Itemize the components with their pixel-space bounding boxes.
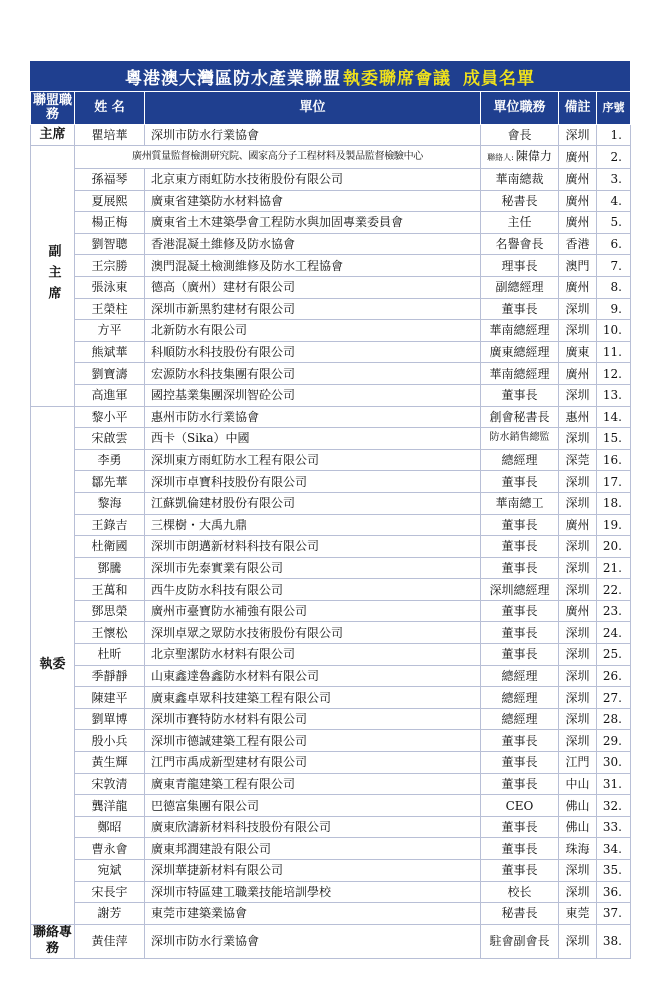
member-city: 深圳 — [559, 708, 597, 730]
member-city: 廣州 — [559, 363, 597, 385]
member-city: 惠州 — [559, 406, 597, 428]
header-name: 姓 名 — [75, 92, 145, 125]
member-city: 江門 — [559, 752, 597, 774]
table-row — [31, 730, 631, 752]
member-position: 華南總經理 — [481, 363, 559, 385]
member-position: 華南總工 — [481, 492, 559, 514]
member-name: 杜衛國 — [75, 536, 145, 558]
table-row — [31, 773, 631, 795]
member-position: 董事長 — [481, 816, 559, 838]
member-number: 15. — [597, 428, 631, 450]
member-number: 25. — [597, 644, 631, 666]
contact-label: 聯絡人: — [487, 153, 514, 162]
table-row — [31, 212, 631, 234]
member-city: 深圳 — [559, 665, 597, 687]
member-city: 深圳 — [559, 471, 597, 493]
member-city: 深圳 — [559, 428, 597, 450]
member-name: 黎海 — [75, 492, 145, 514]
member-name: 熊斌華 — [75, 341, 145, 363]
member-number: 5. — [597, 212, 631, 234]
member-unit: 江門市禹成新型建材有限公司 — [145, 752, 481, 774]
member-name: 殷小兵 — [75, 730, 145, 752]
member-unit: 廣東欣濤新材料科技股份有限公司 — [145, 816, 481, 838]
member-number: 33. — [597, 816, 631, 838]
member-name: 李勇 — [75, 449, 145, 471]
member-number: 31. — [597, 773, 631, 795]
member-position: 董事長 — [481, 536, 559, 558]
member-position: 董事長 — [481, 557, 559, 579]
member-unit: 香港混凝土維修及防水協會 — [145, 233, 481, 255]
member-unit: 廣州市臺寶防水補強有限公司 — [145, 600, 481, 622]
member-name: 季靜靜 — [75, 665, 145, 687]
member-number: 37. — [597, 903, 631, 925]
table-row — [31, 190, 631, 212]
member-name: 孫福琴 — [75, 169, 145, 191]
member-number: 22. — [597, 579, 631, 601]
member-name: 鄧騰 — [75, 557, 145, 579]
table-row — [31, 341, 631, 363]
member-name: 宋敦清 — [75, 773, 145, 795]
member-city: 深圳 — [559, 730, 597, 752]
member-unit: 深圳市卓寶科技股份有限公司 — [145, 471, 481, 493]
member-position: 董事長 — [481, 644, 559, 666]
table-row — [31, 860, 631, 882]
member-city: 廣東 — [559, 341, 597, 363]
member-position: 華南總經理 — [481, 320, 559, 342]
member-unit: 東莞市建築業協會 — [145, 903, 481, 925]
role-cell-chair: 主席 — [31, 125, 75, 146]
title-part-1: 粵港澳大灣區防水產業聯盟 — [125, 68, 341, 89]
table-row — [31, 600, 631, 622]
member-unit: 巴德富集團有限公司 — [145, 795, 481, 817]
member-unit: 深圳華捷新材料有限公司 — [145, 860, 481, 882]
member-position: 理事長 — [481, 255, 559, 277]
member-position: 名譽會長 — [481, 233, 559, 255]
table-body — [31, 125, 631, 959]
header-role: 聯盟職務 — [31, 92, 75, 125]
table-header-row — [31, 92, 631, 125]
member-position: 秘書長 — [481, 190, 559, 212]
member-city: 珠海 — [559, 838, 597, 860]
member-name: 劉寶濤 — [75, 363, 145, 385]
member-position: 會長 — [481, 125, 559, 146]
table-row — [31, 838, 631, 860]
member-number: 26. — [597, 665, 631, 687]
member-number: 9. — [597, 298, 631, 320]
title-part-2: 執委聯席會議 — [343, 68, 451, 89]
member-city: 深圳 — [559, 579, 597, 601]
member-unit: 深圳市防水行業協會 — [145, 924, 481, 958]
member-number: 12. — [597, 363, 631, 385]
member-city: 廣州 — [559, 514, 597, 536]
member-name: 王榮柱 — [75, 298, 145, 320]
member-name: 劉單博 — [75, 708, 145, 730]
member-unit: 宏源防水科技集團有限公司 — [145, 363, 481, 385]
member-city: 廣州 — [559, 212, 597, 234]
member-number: 38. — [597, 924, 631, 958]
member-name: 高進軍 — [75, 384, 145, 406]
member-number: 4. — [597, 190, 631, 212]
member-name: 黎小平 — [75, 406, 145, 428]
member-name: 夏展熙 — [75, 190, 145, 212]
table-row — [31, 924, 631, 958]
table-row — [31, 146, 631, 169]
member-city: 深圳 — [559, 687, 597, 709]
header-position: 單位職務 — [481, 92, 559, 125]
member-name: 杜昕 — [75, 644, 145, 666]
member-position: 董事長 — [481, 730, 559, 752]
member-name: 黃生輝 — [75, 752, 145, 774]
member-name: 王懷松 — [75, 622, 145, 644]
member-number: 20. — [597, 536, 631, 558]
table-row — [31, 384, 631, 406]
member-city: 深圳 — [559, 536, 597, 558]
member-unit: 深圳市朗邁新材料科技有限公司 — [145, 536, 481, 558]
member-unit: 深圳市防水行業協會 — [145, 125, 481, 146]
member-name: 謝芳 — [75, 903, 145, 925]
member-city: 深圳 — [559, 384, 597, 406]
member-name: 宋長宇 — [75, 881, 145, 903]
table-row — [31, 363, 631, 385]
member-position: 董事長 — [481, 514, 559, 536]
member-city: 深圳 — [559, 622, 597, 644]
table-row — [31, 644, 631, 666]
member-city: 深圳 — [559, 881, 597, 903]
member-position: 總經理 — [481, 708, 559, 730]
table-row — [31, 579, 631, 601]
member-number: 16. — [597, 449, 631, 471]
member-number: 2. — [597, 146, 631, 169]
member-city: 深圳 — [559, 860, 597, 882]
member-unit: 西卡（Sika）中國 — [145, 428, 481, 450]
member-city: 深圳 — [559, 644, 597, 666]
table-row — [31, 276, 631, 298]
member-name: 張泳東 — [75, 276, 145, 298]
table-row — [31, 514, 631, 536]
member-position: 駐會副會長 — [481, 924, 559, 958]
table-row — [31, 492, 631, 514]
member-list-document — [30, 61, 630, 959]
member-position: 董事長 — [481, 773, 559, 795]
member-unit: 廣東青龍建築工程有限公司 — [145, 773, 481, 795]
member-number: 10. — [597, 320, 631, 342]
member-unit: 深圳市新黑豹建材有限公司 — [145, 298, 481, 320]
member-number: 1. — [597, 125, 631, 146]
member-city: 佛山 — [559, 795, 597, 817]
table-row — [31, 125, 631, 146]
table-row — [31, 795, 631, 817]
member-unit: 惠州市防水行業協會 — [145, 406, 481, 428]
member-city: 澳門 — [559, 255, 597, 277]
table-row — [31, 406, 631, 428]
member-number: 14. — [597, 406, 631, 428]
member-number: 17. — [597, 471, 631, 493]
member-city: 廣州 — [559, 600, 597, 622]
member-name: 黃佳萍 — [75, 924, 145, 958]
member-position: 主任 — [481, 212, 559, 234]
member-city: 深圳 — [559, 492, 597, 514]
member-number: 8. — [597, 276, 631, 298]
member-unit: 深圳東方雨虹防水工程有限公司 — [145, 449, 481, 471]
member-number: 34. — [597, 838, 631, 860]
member-unit: 廣東省土木建築學會工程防水與加固專業委員會 — [145, 212, 481, 234]
member-name: 宋啟雲 — [75, 428, 145, 450]
table-row — [31, 816, 631, 838]
table-row — [31, 622, 631, 644]
member-unit: 深圳市先泰實業有限公司 — [145, 557, 481, 579]
member-unit: 科順防水科技股份有限公司 — [145, 341, 481, 363]
member-number: 6. — [597, 233, 631, 255]
member-unit: 廣東鑫卓眾科技建築工程有限公司 — [145, 687, 481, 709]
member-position: 防水銷售總監 — [481, 428, 559, 450]
table-row — [31, 665, 631, 687]
member-unit: 廣州質量監督檢測研究院、國家高分子工程材料及製品監督檢驗中心 — [75, 146, 481, 169]
member-position: 秘書長 — [481, 903, 559, 925]
table-row — [31, 298, 631, 320]
member-position: 總經理 — [481, 687, 559, 709]
member-city: 廣州 — [559, 146, 597, 169]
member-city: 深圳 — [559, 298, 597, 320]
table-row — [31, 687, 631, 709]
member-number: 21. — [597, 557, 631, 579]
member-unit: 深圳市特區建工職業技能培訓學校 — [145, 881, 481, 903]
member-position: 董事長 — [481, 752, 559, 774]
table-row — [31, 536, 631, 558]
member-number: 36. — [597, 881, 631, 903]
member-position: CEO — [481, 795, 559, 817]
member-position: 深圳總經理 — [481, 579, 559, 601]
member-unit: 廣東邦潤建設有限公司 — [145, 838, 481, 860]
member-number: 11. — [597, 341, 631, 363]
member-number: 18. — [597, 492, 631, 514]
member-position: 校长 — [481, 881, 559, 903]
member-name: 楊正梅 — [75, 212, 145, 234]
table-row — [31, 449, 631, 471]
table-row — [31, 169, 631, 191]
member-number: 28. — [597, 708, 631, 730]
member-position: 副總經理 — [481, 276, 559, 298]
member-city: 廣州 — [559, 169, 597, 191]
member-number: 30. — [597, 752, 631, 774]
member-city: 深圳 — [559, 557, 597, 579]
member-position: 董事長 — [481, 471, 559, 493]
member-number: 27. — [597, 687, 631, 709]
member-position: 廣東總經理 — [481, 341, 559, 363]
member-unit: 江蘇凱倫建材股份有限公司 — [145, 492, 481, 514]
role-cell-liaison: 聯絡專務 — [31, 924, 75, 958]
member-unit: 澳門混凝土檢測維修及防水工程協會 — [145, 255, 481, 277]
member-position: 董事長 — [481, 298, 559, 320]
table-row — [31, 557, 631, 579]
member-unit: 德高（廣州）建材有限公司 — [145, 276, 481, 298]
header-no: 序號 — [597, 92, 631, 125]
member-name: 方平 — [75, 320, 145, 342]
title-part-3: 成員名單 — [463, 68, 535, 89]
member-unit: 北京東方雨虹防水技術股份有限公司 — [145, 169, 481, 191]
table-row — [31, 428, 631, 450]
member-position: 總經理 — [481, 449, 559, 471]
contact-name: 陳偉力 — [515, 149, 552, 163]
member-name: 陳建平 — [75, 687, 145, 709]
member-name: 鄭昭 — [75, 816, 145, 838]
member-unit: 三棵樹・大禹九鼎 — [145, 514, 481, 536]
member-city: 佛山 — [559, 816, 597, 838]
member-number: 35. — [597, 860, 631, 882]
table-row — [31, 752, 631, 774]
member-unit: 西牛皮防水科技有限公司 — [145, 579, 481, 601]
table-row — [31, 471, 631, 493]
member-position: 董事長 — [481, 838, 559, 860]
member-unit: 深圳市德誠建築工程有限公司 — [145, 730, 481, 752]
member-unit: 山東鑫達魯鑫防水材料有限公司 — [145, 665, 481, 687]
member-position: 董事長 — [481, 600, 559, 622]
member-position: 董事長 — [481, 860, 559, 882]
member-name: 宛斌 — [75, 860, 145, 882]
member-number: 32. — [597, 795, 631, 817]
table-row — [31, 255, 631, 277]
document-title — [30, 61, 630, 91]
member-name: 王宗勝 — [75, 255, 145, 277]
member-city: 香港 — [559, 233, 597, 255]
member-position: 董事長 — [481, 384, 559, 406]
member-city: 深圳 — [559, 125, 597, 146]
role-cell-exec: 執委 — [31, 406, 75, 924]
table-row — [31, 903, 631, 925]
member-number: 29. — [597, 730, 631, 752]
member-unit: 廣東省建築防水材料協會 — [145, 190, 481, 212]
member-city: 深圳 — [559, 924, 597, 958]
member-unit: 深圳卓眾之眾防水技術股份有限公司 — [145, 622, 481, 644]
member-name: 曹永會 — [75, 838, 145, 860]
member-name: 王錄吉 — [75, 514, 145, 536]
member-city: 中山 — [559, 773, 597, 795]
header-unit: 單位 — [145, 92, 481, 125]
member-city: 廣州 — [559, 190, 597, 212]
role-cell-vice: 副主席 — [31, 146, 75, 407]
member-position: 董事長 — [481, 622, 559, 644]
member-number: 23. — [597, 600, 631, 622]
member-position — [481, 146, 559, 169]
member-name: 王萬和 — [75, 579, 145, 601]
member-city: 深莞 — [559, 449, 597, 471]
member-unit: 北京聖潔防水材料有限公司 — [145, 644, 481, 666]
member-city: 東莞 — [559, 903, 597, 925]
table-row — [31, 881, 631, 903]
table-row — [31, 708, 631, 730]
member-number: 24. — [597, 622, 631, 644]
table-row — [31, 233, 631, 255]
member-name: 瞿培華 — [75, 125, 145, 146]
member-number: 7. — [597, 255, 631, 277]
member-unit: 深圳市賽特防水材料有限公司 — [145, 708, 481, 730]
member-position: 華南總裁 — [481, 169, 559, 191]
member-table — [30, 91, 631, 959]
member-number: 19. — [597, 514, 631, 536]
member-name: 鄧思榮 — [75, 600, 145, 622]
member-name: 劉智聰 — [75, 233, 145, 255]
member-name: 龔洋龍 — [75, 795, 145, 817]
member-unit: 國控基業集團深圳智砼公司 — [145, 384, 481, 406]
member-city: 深圳 — [559, 320, 597, 342]
member-city: 廣州 — [559, 276, 597, 298]
table-row — [31, 320, 631, 342]
member-position: 創會秘書長 — [481, 406, 559, 428]
header-city: 備註 — [559, 92, 597, 125]
member-number: 13. — [597, 384, 631, 406]
member-position: 總經理 — [481, 665, 559, 687]
member-number: 3. — [597, 169, 631, 191]
member-unit: 北新防水有限公司 — [145, 320, 481, 342]
member-name: 鄒先華 — [75, 471, 145, 493]
